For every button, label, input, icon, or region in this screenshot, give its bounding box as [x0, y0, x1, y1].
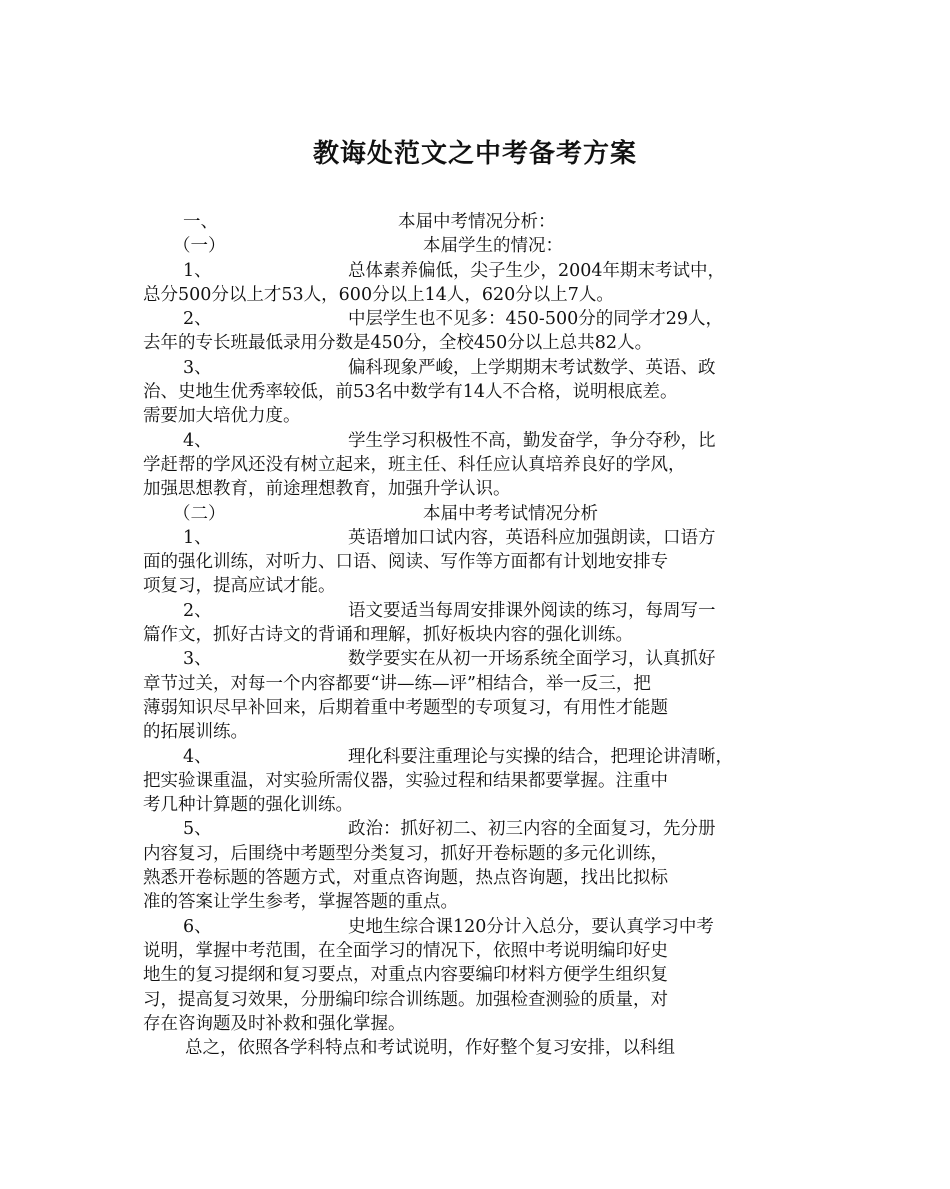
item-continuation-line: 内容复习，后围绕中考题型分类复习，抓好开卷标题的多元化训练， [143, 843, 668, 864]
list-item [143, 745, 810, 769]
subsection-number: （一） [173, 236, 226, 257]
item-number: 5、 [183, 819, 212, 840]
item-first-line: 史地生综合课120分计入总分，要认真学习中考 [348, 916, 714, 937]
item-continuation-line: 面的强化训练，对听力、口语、阅读、写作等方面都有计划地安排专 [143, 552, 668, 573]
item-continuation-line: 把实验课重温，对实验所需仪器，实验过程和结果都要掌握。注重中 [143, 770, 668, 791]
item-first-line: 中层学生也不见多：450-500分的同学才29人， [348, 309, 723, 330]
closing-paragraph [143, 1036, 810, 1060]
item-continuation-line: 治、史地生优秀率较低，前53名中数学有14人不合格，说明根底差。 [143, 382, 678, 403]
list-item [143, 259, 810, 283]
list-item [143, 356, 810, 380]
list-item [143, 817, 810, 841]
item-continuation-line: 章节过关，对每一个内容都要“讲—练—评”相结合，举一反三，把 [143, 673, 651, 694]
item-continuation-line: 加强思想教育，前途理想教育，加强升学认识。 [143, 479, 511, 500]
item-number: 6、 [183, 916, 212, 937]
item-first-line: 语文要适当每周安排课外阅读的练习，每周写一 [348, 600, 716, 621]
item-number: 1、 [183, 260, 212, 281]
item-continuation-line: 准的答案让学生参考，掌握答题的重点。 [143, 892, 458, 913]
item-continuation-line: 总分500分以上才53人，600分以上14人，620分以上7人。 [143, 284, 614, 305]
list-item [143, 307, 810, 331]
item-continuation-line: 需要加大培优力度。 [143, 406, 301, 427]
list-item [143, 647, 810, 671]
item-continuation-line: 地生的复习提纲和复习要点，对重点内容要编印材料方便学生组织复 [143, 965, 668, 986]
item-first-line: 学生学习积极性不高，勤发奋学，争分夺秒，比 [348, 430, 716, 451]
section-number: 一、 [183, 212, 218, 232]
item-first-line: 偏科现象严峻，上学期期末考试数学、英语、政 [348, 357, 716, 378]
item-number: 2、 [183, 600, 212, 621]
list-item [143, 599, 810, 623]
item-list-1 [143, 259, 810, 502]
document-title: 教诲处范文之中考备考方案 [312, 139, 637, 169]
item-continuation-line: 学赶帮的学风还没有树立起来，班主任、科任应认真培养良好的学风， [143, 454, 686, 475]
subsection-heading-text: 本届学生的情况： [423, 236, 563, 257]
document-body [143, 210, 810, 1060]
item-first-line: 政治：抓好初二、初三内容的全面复习，先分册 [348, 819, 716, 840]
item-list-2 [143, 526, 810, 1036]
item-continuation-line: 项复习，提高应试才能。 [143, 576, 336, 597]
item-continuation-line: 说明，掌握中考范围，在全面学习的情况下，依照中考说明编印好史 [143, 940, 668, 961]
item-number: 1、 [183, 527, 212, 548]
subsection-heading [143, 234, 810, 258]
item-number: 3、 [183, 649, 212, 670]
list-item [143, 915, 810, 939]
item-continuation-line: 薄弱知识尽早补回来，后期着重中考题型的专项复习，有用性才能题 [143, 697, 668, 718]
list-item [143, 526, 810, 550]
subsection-number: （二） [173, 503, 226, 524]
item-number: 4、 [183, 746, 212, 767]
item-first-line: 理化科要注重理论与实操的结合，把理论讲清晰， [348, 746, 733, 767]
item-first-line: 英语增加口试内容，英语科应加强朗读，口语方 [348, 527, 716, 548]
subsection-heading [143, 502, 810, 526]
item-number: 4、 [183, 430, 212, 451]
item-continuation-line: 去年的专长班最低录用分数是450分，全校450分以上总共82人。 [143, 333, 653, 354]
item-first-line: 数学要实在从初一开场系统全面学习，认真抓好 [348, 649, 716, 670]
item-continuation-line: 的拓展训练。 [143, 722, 248, 743]
item-continuation-line: 熟悉开卷标题的答题方式，对重点咨询题，热点咨询题，找出比拟标 [143, 868, 668, 889]
item-number: 3、 [183, 357, 212, 378]
item-first-line: 总体素养偏低，尖子生少，2004年期末考试中， [348, 260, 726, 281]
item-continuation-line: 习，提高复习效果，分册编印综合训练题。加强检查测验的质量，对 [143, 989, 668, 1010]
closing-text: 总之，依照各学科特点和考试说明，作好整个复习安排，以科组 [185, 1038, 675, 1059]
item-continuation-line: 存在咨询题及时补救和强化掌握。 [143, 1013, 406, 1034]
section-heading-text: 本届中考情况分析： [398, 212, 556, 232]
item-number: 2、 [183, 309, 212, 330]
item-continuation-line: 考几种计算题的强化训练。 [143, 795, 353, 816]
list-item [143, 429, 810, 453]
item-continuation-line: 篇作文，抓好古诗文的背诵和理解，抓好板块内容的强化训练。 [143, 625, 633, 646]
section-heading [143, 210, 810, 234]
subsection-heading-text: 本届中考考试情况分析 [423, 503, 598, 524]
